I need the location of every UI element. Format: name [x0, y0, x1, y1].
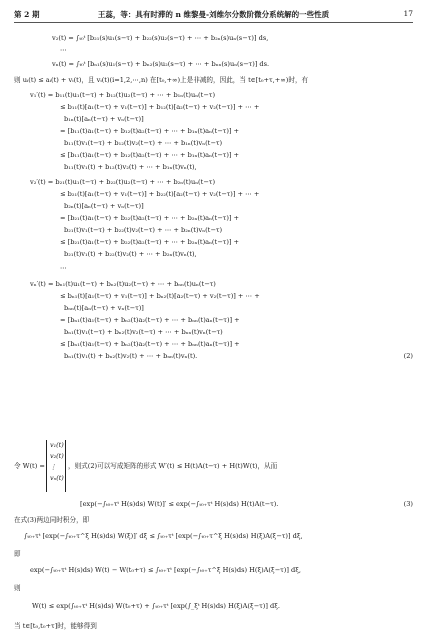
text-line: ，则式(2)可以写成矩阵的形式 W′(t) ≤ H(t)A(t−τ) + H(t)W(t)，从而 — [68, 462, 278, 470]
article-title: 王蕊，等：具有时滞的 n 维黎曼-刘维尔分数阶微分系统解的一些性质 — [97, 10, 330, 19]
equation-line: = [b₁₁(t)a₁(t−τ) + b₁₂(t)a₂(t−τ) + ⋯ + b₁ₙ(t)aₙ(t−τ)] + — [60, 127, 240, 135]
equation-line: v₂(t) = ∫ₜ₀ᵗ [b₂₁(s)u₁(s−τ) + b₂₂(s)u₂(s−τ) + ⋯ + b₂ₙ(s)uₙ(s−τ)] ds, — [52, 34, 269, 42]
equation-line: bₙₙ(t)[aₙ(t−τ) + vₙ(t−τ)] — [64, 304, 144, 312]
running-header — [14, 8, 413, 23]
text-line: 即 — [14, 550, 21, 558]
equation-line: ≤ b₁₁(t)[a₁(t−τ) + v₁(t−τ)] + b₁₂(t)[a₂(t−τ) + v₂(t−τ)] + ⋯ + — [60, 103, 260, 111]
column-vector — [46, 440, 66, 492]
equation-line: v₂′(t) = b₂₁(t)u₁(t−τ) + b₂₂(t)u₂(t−τ) + ⋯ + b₂ₙ(t)uₙ(t−τ) — [30, 178, 216, 186]
text-line: 当 t∈[t₀,t₀+τ]时，能够得到 — [14, 622, 97, 630]
matrix-entry: vₙ(t) — [50, 474, 64, 482]
text-line: 则 — [14, 584, 21, 592]
matrix-entry: v₂(t) — [50, 452, 64, 460]
equation-line: vₙ(t) = ∫ₜ₀ᵗ [bₙ₁(s)u₁(s−τ) + bₙ₂(s)u₂(s−τ) + ⋯ + bₙₙ(s)uₙ(s−τ)] ds. — [52, 60, 270, 68]
equation-line: ≤ b₂₁(t)[a₁(t−τ) + v₁(t−τ)] + b₂₂(t)[a₂(t−τ) + v₂(t−τ)] + ⋯ + — [60, 190, 260, 198]
equation-line: bₙ₁(t)v₁(t) + bₙ₂(t)v₂(t) + ⋯ + bₙₙ(t)vₙ(t). — [64, 352, 198, 360]
equation-number: (2) — [403, 352, 413, 360]
equation-line: = [bₙ₁(t)a₁(t−τ) + bₙ₂(t)a₂(t−τ) + ⋯ + bₙₙ(t)aₙ(t−τ)] + — [60, 316, 240, 324]
equation-line: b₁ₙ(t)[aₙ(t−τ) + vₙ(t−τ)] — [64, 115, 144, 123]
equation-line: W(t) ≤ exp(∫ₜ₀₊τᵗ H(s)ds) W(t₀+τ) + ∫ₜ₀₊τᵗ [exp(∫_ξᵗ H(s)ds) H(ξ)A(ξ−τ)] dξ. — [32, 602, 280, 610]
equation-line: ≤ [bₙ₁(t)a₁(t−τ) + bₙ₂(t)a₂(t−τ) + ⋯ + bₙₙ(t)aₙ(t−τ)] + — [60, 340, 240, 348]
equation-line: ≤ [b₂₁(t)a₁(t−τ) + b₂₂(t)a₂(t−τ) + ⋯ + b₂ₙ(t)aₙ(t−τ)] + — [60, 238, 240, 246]
matrix-entry: ⋮ — [50, 463, 57, 471]
text-line: 在式(3)两边同时积分，即 — [14, 516, 90, 524]
matrix-definition-label: 令 W(t) = — [14, 462, 45, 470]
ellipsis-line: ⋯ — [60, 46, 67, 54]
text-line: 则 uᵢ(t) ≤ aᵢ(t) + vᵢ(t)，且 vᵢ(t)(i=1,2,⋯,n) 在[t₀,+∞)上是非减的，因此，当 t∈[t₀+τ,+∞)时，有 — [14, 76, 309, 84]
page-number: 17 — [403, 9, 413, 18]
equation-line: b₁₁(t)v₁(t−τ) + b₁₂(t)v₂(t−τ) + ⋯ + b₁ₙ(t)vₙ(t−τ) — [64, 139, 223, 147]
equation-line: v₁′(t) = b₁₁(t)u₁(t−τ) + b₁₂(t)u₂(t−τ) + ⋯ + b₁ₙ(t)uₙ(t−τ) — [30, 91, 216, 99]
issue-number: 第 2 期 — [14, 10, 40, 19]
equation-line: exp(−∫ₜ₀₊τᵗ H(s)ds) W(t) − W(t₀+τ) ≤ ∫ₜ₀₊τᵗ [exp(−∫ₜ₀₊τ^ξ H(s)ds) H(ξ)A(ξ−τ)] dξ, — [30, 566, 301, 574]
equation-line: ≤ bₙ₁(t)[a₁(t−τ) + v₁(t−τ)] + bₙ₂(t)[a₂(t−τ) + v₂(t−τ)] + ⋯ + — [60, 292, 260, 300]
equation-line: ≤ [b₁₁(t)a₁(t−τ) + b₁₂(t)a₂(t−τ) + ⋯ + b₁ₙ(t)aₙ(t−τ)] + — [60, 151, 240, 159]
equation-line: ∫ₜ₀₊τᵗ [exp(−∫ₜ₀₊τ^ξ H(s)ds) W(ξ)]′ dξ ≤ ∫ₜ₀₊τᵗ [exp(−∫ₜ₀₊τ^ξ H(s)ds) H(ξ)A(ξ−τ)] dξ, — [24, 532, 303, 540]
equation-line: vₙ′(t) = bₙ₁(t)u₁(t−τ) + bₙ₂(t)u₂(t−τ) + ⋯ + bₙₙ(t)uₙ(t−τ) — [30, 280, 216, 288]
equation-line: b₂₁(t)v₁(t−τ) + b₂₂(t)v₂(t−τ) + ⋯ + b₂ₙ(t)vₙ(t−τ) — [64, 226, 223, 234]
equation-line: b₁₁(t)v₁(t) + b₁₂(t)v₂(t) + ⋯ + b₁ₙ(t)vₙ(t), — [64, 163, 197, 171]
equation-line: bₙ₁(t)v₁(t−τ) + bₙ₂(t)v₂(t−τ) + ⋯ + bₙₙ(t)vₙ(t−τ) — [64, 328, 223, 336]
equation-line: b₂₁(t)v₁(t) + b₂₂(t)v₂(t) + ⋯ + b₂ₙ(t)vₙ(t), — [64, 250, 197, 258]
equation-number: (3) — [403, 500, 413, 508]
ellipsis-line: ⋯ — [60, 264, 67, 272]
equation-line: b₂ₙ(t)[aₙ(t−τ) + vₙ(t−τ)] — [64, 202, 144, 210]
equation-line: = [b₂₁(t)a₁(t−τ) + b₂₂(t)a₂(t−τ) + ⋯ + b₂ₙ(t)aₙ(t−τ)] + — [60, 214, 240, 222]
matrix-entry: v₁(t) — [50, 441, 64, 449]
equation-line: [exp(−∫ₜ₀₊τᵗ H(s)ds) W(t)]′ ≤ exp(−∫ₜ₀₊τᵗ H(s)ds) H(t)A(t−τ). — [80, 500, 279, 508]
